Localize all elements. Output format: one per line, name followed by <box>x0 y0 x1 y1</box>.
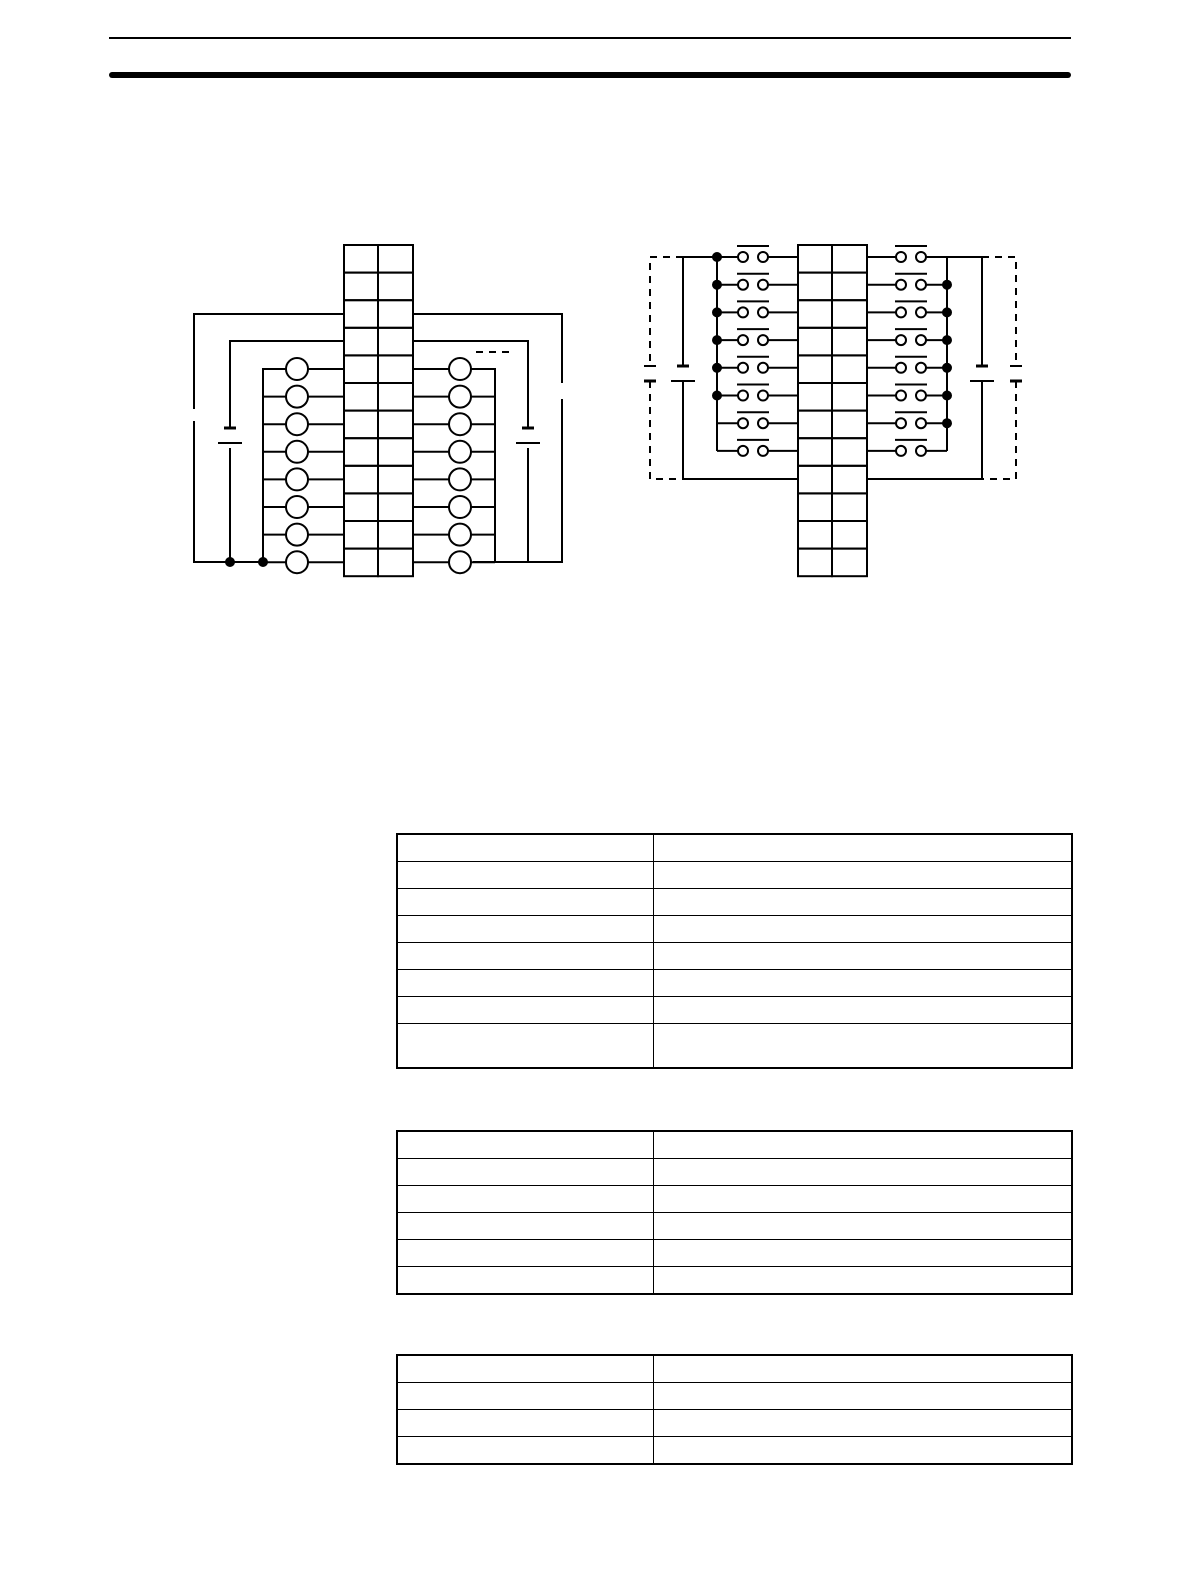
load-coil-icon <box>286 468 308 490</box>
terminal-screw <box>798 273 832 301</box>
switch-contact-icon <box>916 335 926 345</box>
table-cell-value <box>654 943 1073 970</box>
terminal-screw <box>378 493 413 521</box>
terminal-screw <box>344 493 378 521</box>
wiring-diagrams <box>0 0 1192 620</box>
switches-right <box>866 246 951 456</box>
terminal-screw <box>344 521 378 549</box>
switch-contact-icon <box>896 252 906 262</box>
switch-contact-icon <box>738 280 748 290</box>
load-coil-icon <box>286 441 308 463</box>
terminal-screw <box>378 273 413 301</box>
terminal-screw <box>344 438 378 466</box>
terminal-screw <box>344 300 378 328</box>
table-cell-value <box>654 1159 1073 1186</box>
terminal-screw <box>378 355 413 383</box>
terminal-screw <box>344 328 378 356</box>
table-row <box>397 834 1072 862</box>
terminal-screw <box>378 466 413 494</box>
terminal-screw <box>798 493 832 521</box>
load-coil-icon <box>286 358 308 380</box>
table-cell-item <box>397 862 654 889</box>
load-coil-icon <box>449 441 471 463</box>
table-row <box>397 1383 1072 1410</box>
table-cell-item <box>397 997 654 1024</box>
terminal-screw <box>832 438 867 466</box>
terminal-screw <box>832 355 867 383</box>
terminal-screw <box>378 383 413 411</box>
switch-contact-icon <box>896 307 906 317</box>
terminal-screw <box>798 438 832 466</box>
switch-contact-icon <box>758 252 768 262</box>
table-row <box>397 1355 1072 1383</box>
table-cell-value <box>654 997 1073 1024</box>
table-cell-value <box>654 889 1073 916</box>
spec-table-1 <box>396 833 1073 1069</box>
table-cell-value <box>654 1383 1073 1410</box>
terminal-screw <box>344 549 378 577</box>
switch-contact-icon <box>758 363 768 373</box>
table-cell-item <box>397 1131 654 1159</box>
terminal-screw <box>344 273 378 301</box>
table-cell-value <box>654 1437 1073 1465</box>
terminal-screw <box>378 411 413 439</box>
table-cell-item <box>397 1186 654 1213</box>
load-coil-icon <box>286 496 308 518</box>
switch-contact-icon <box>758 391 768 401</box>
load-coil-icon <box>286 524 308 546</box>
table-row <box>397 1410 1072 1437</box>
switch-contact-icon <box>896 418 906 428</box>
switch-contact-icon <box>896 335 906 345</box>
table-cell-item <box>397 1410 654 1437</box>
load-coil-icon <box>449 524 471 546</box>
terminal-screw <box>378 245 413 273</box>
terminal-screw <box>378 438 413 466</box>
table-row <box>397 1159 1072 1186</box>
terminal-screw <box>344 383 378 411</box>
terminal-block-left <box>344 245 413 576</box>
terminal-screw <box>798 383 832 411</box>
terminal-screw <box>798 245 832 273</box>
terminal-screw <box>832 328 867 356</box>
table-row <box>397 1131 1072 1159</box>
table-cell-item <box>397 970 654 997</box>
switch-contact-icon <box>738 418 748 428</box>
terminal-block-right <box>798 245 867 576</box>
terminal-screw <box>344 411 378 439</box>
switch-contact-icon <box>916 252 926 262</box>
table-cell-item <box>397 916 654 943</box>
table-cell-item <box>397 1383 654 1410</box>
table-row <box>397 1437 1072 1465</box>
terminal-screw <box>378 549 413 577</box>
switch-contact-icon <box>758 280 768 290</box>
table-cell-item <box>397 1355 654 1383</box>
terminal-screw <box>378 521 413 549</box>
table-cell-item <box>397 1024 654 1069</box>
switch-contact-icon <box>738 363 748 373</box>
table-cell-item <box>397 1267 654 1295</box>
switch-contact-icon <box>896 446 906 456</box>
switch-contact-icon <box>738 391 748 401</box>
table-cell-item <box>397 1437 654 1465</box>
terminal-screw <box>832 273 867 301</box>
terminal-screw <box>798 521 832 549</box>
table-cell-value <box>654 1186 1073 1213</box>
table-cell-value <box>654 1024 1073 1069</box>
table-cell-item <box>397 1213 654 1240</box>
table-cell-value <box>654 916 1073 943</box>
switch-contact-icon <box>738 307 748 317</box>
terminal-screw <box>832 411 867 439</box>
table-cell-value <box>654 1213 1073 1240</box>
terminal-screw <box>798 355 832 383</box>
terminal-screw <box>832 245 867 273</box>
terminal-screw <box>798 300 832 328</box>
switch-contact-icon <box>738 252 748 262</box>
terminal-screw <box>832 521 867 549</box>
switch-contact-icon <box>896 391 906 401</box>
switch-contact-icon <box>758 418 768 428</box>
load-coil-icon <box>449 551 471 573</box>
table-row <box>397 889 1072 916</box>
switch-contact-icon <box>758 307 768 317</box>
terminal-screw <box>832 493 867 521</box>
load-coils-left <box>263 358 344 573</box>
table-cell-value <box>654 970 1073 997</box>
load-coils-right <box>413 358 495 573</box>
table-row <box>397 916 1072 943</box>
terminal-screw <box>344 466 378 494</box>
terminal-screw <box>798 549 832 577</box>
load-coil-icon <box>286 386 308 408</box>
switch-contact-icon <box>916 446 926 456</box>
terminal-screw <box>378 300 413 328</box>
switch-contact-icon <box>758 335 768 345</box>
terminal-screw <box>832 300 867 328</box>
spec-table-3 <box>396 1354 1073 1465</box>
terminal-screw <box>378 328 413 356</box>
output-wiring-diagram <box>194 245 562 576</box>
table-row <box>397 1240 1072 1267</box>
table-cell-item <box>397 834 654 862</box>
switch-contact-icon <box>738 446 748 456</box>
table-row <box>397 970 1072 997</box>
table-cell-value <box>654 1355 1073 1383</box>
terminal-screw <box>798 328 832 356</box>
input-wiring-diagram <box>644 245 1022 576</box>
load-coil-icon <box>449 413 471 435</box>
terminal-screw <box>798 466 832 494</box>
load-coil-icon <box>449 496 471 518</box>
switch-contact-icon <box>896 363 906 373</box>
terminal-screw <box>344 355 378 383</box>
load-coil-icon <box>449 358 471 380</box>
terminal-screw <box>832 383 867 411</box>
spec-table-2 <box>396 1130 1073 1295</box>
switch-contact-icon <box>758 446 768 456</box>
terminal-screw <box>798 411 832 439</box>
table-row <box>397 1024 1072 1069</box>
load-coil-icon <box>449 386 471 408</box>
table-cell-value <box>654 1267 1073 1295</box>
table-cell-value <box>654 862 1073 889</box>
table-cell-item <box>397 1240 654 1267</box>
switch-contact-icon <box>916 280 926 290</box>
switches-left <box>713 246 798 456</box>
load-coil-icon <box>286 413 308 435</box>
table-row <box>397 943 1072 970</box>
table-cell-value <box>654 1410 1073 1437</box>
table-cell-value <box>654 1131 1073 1159</box>
switch-contact-icon <box>916 363 926 373</box>
load-coil-icon <box>286 551 308 573</box>
table-cell-value <box>654 834 1073 862</box>
terminal-screw <box>344 245 378 273</box>
switch-contact-icon <box>916 391 926 401</box>
table-cell-item <box>397 943 654 970</box>
switch-contact-icon <box>916 307 926 317</box>
table-row <box>397 1267 1072 1295</box>
table-row <box>397 1213 1072 1240</box>
load-coil-icon <box>449 468 471 490</box>
switch-contact-icon <box>916 418 926 428</box>
switch-contact-icon <box>896 280 906 290</box>
table-row <box>397 1186 1072 1213</box>
terminal-screw <box>832 466 867 494</box>
terminal-screw <box>832 549 867 577</box>
table-row <box>397 862 1072 889</box>
table-cell-value <box>654 1240 1073 1267</box>
table-cell-item <box>397 889 654 916</box>
switch-contact-icon <box>738 335 748 345</box>
table-row <box>397 997 1072 1024</box>
table-cell-item <box>397 1159 654 1186</box>
